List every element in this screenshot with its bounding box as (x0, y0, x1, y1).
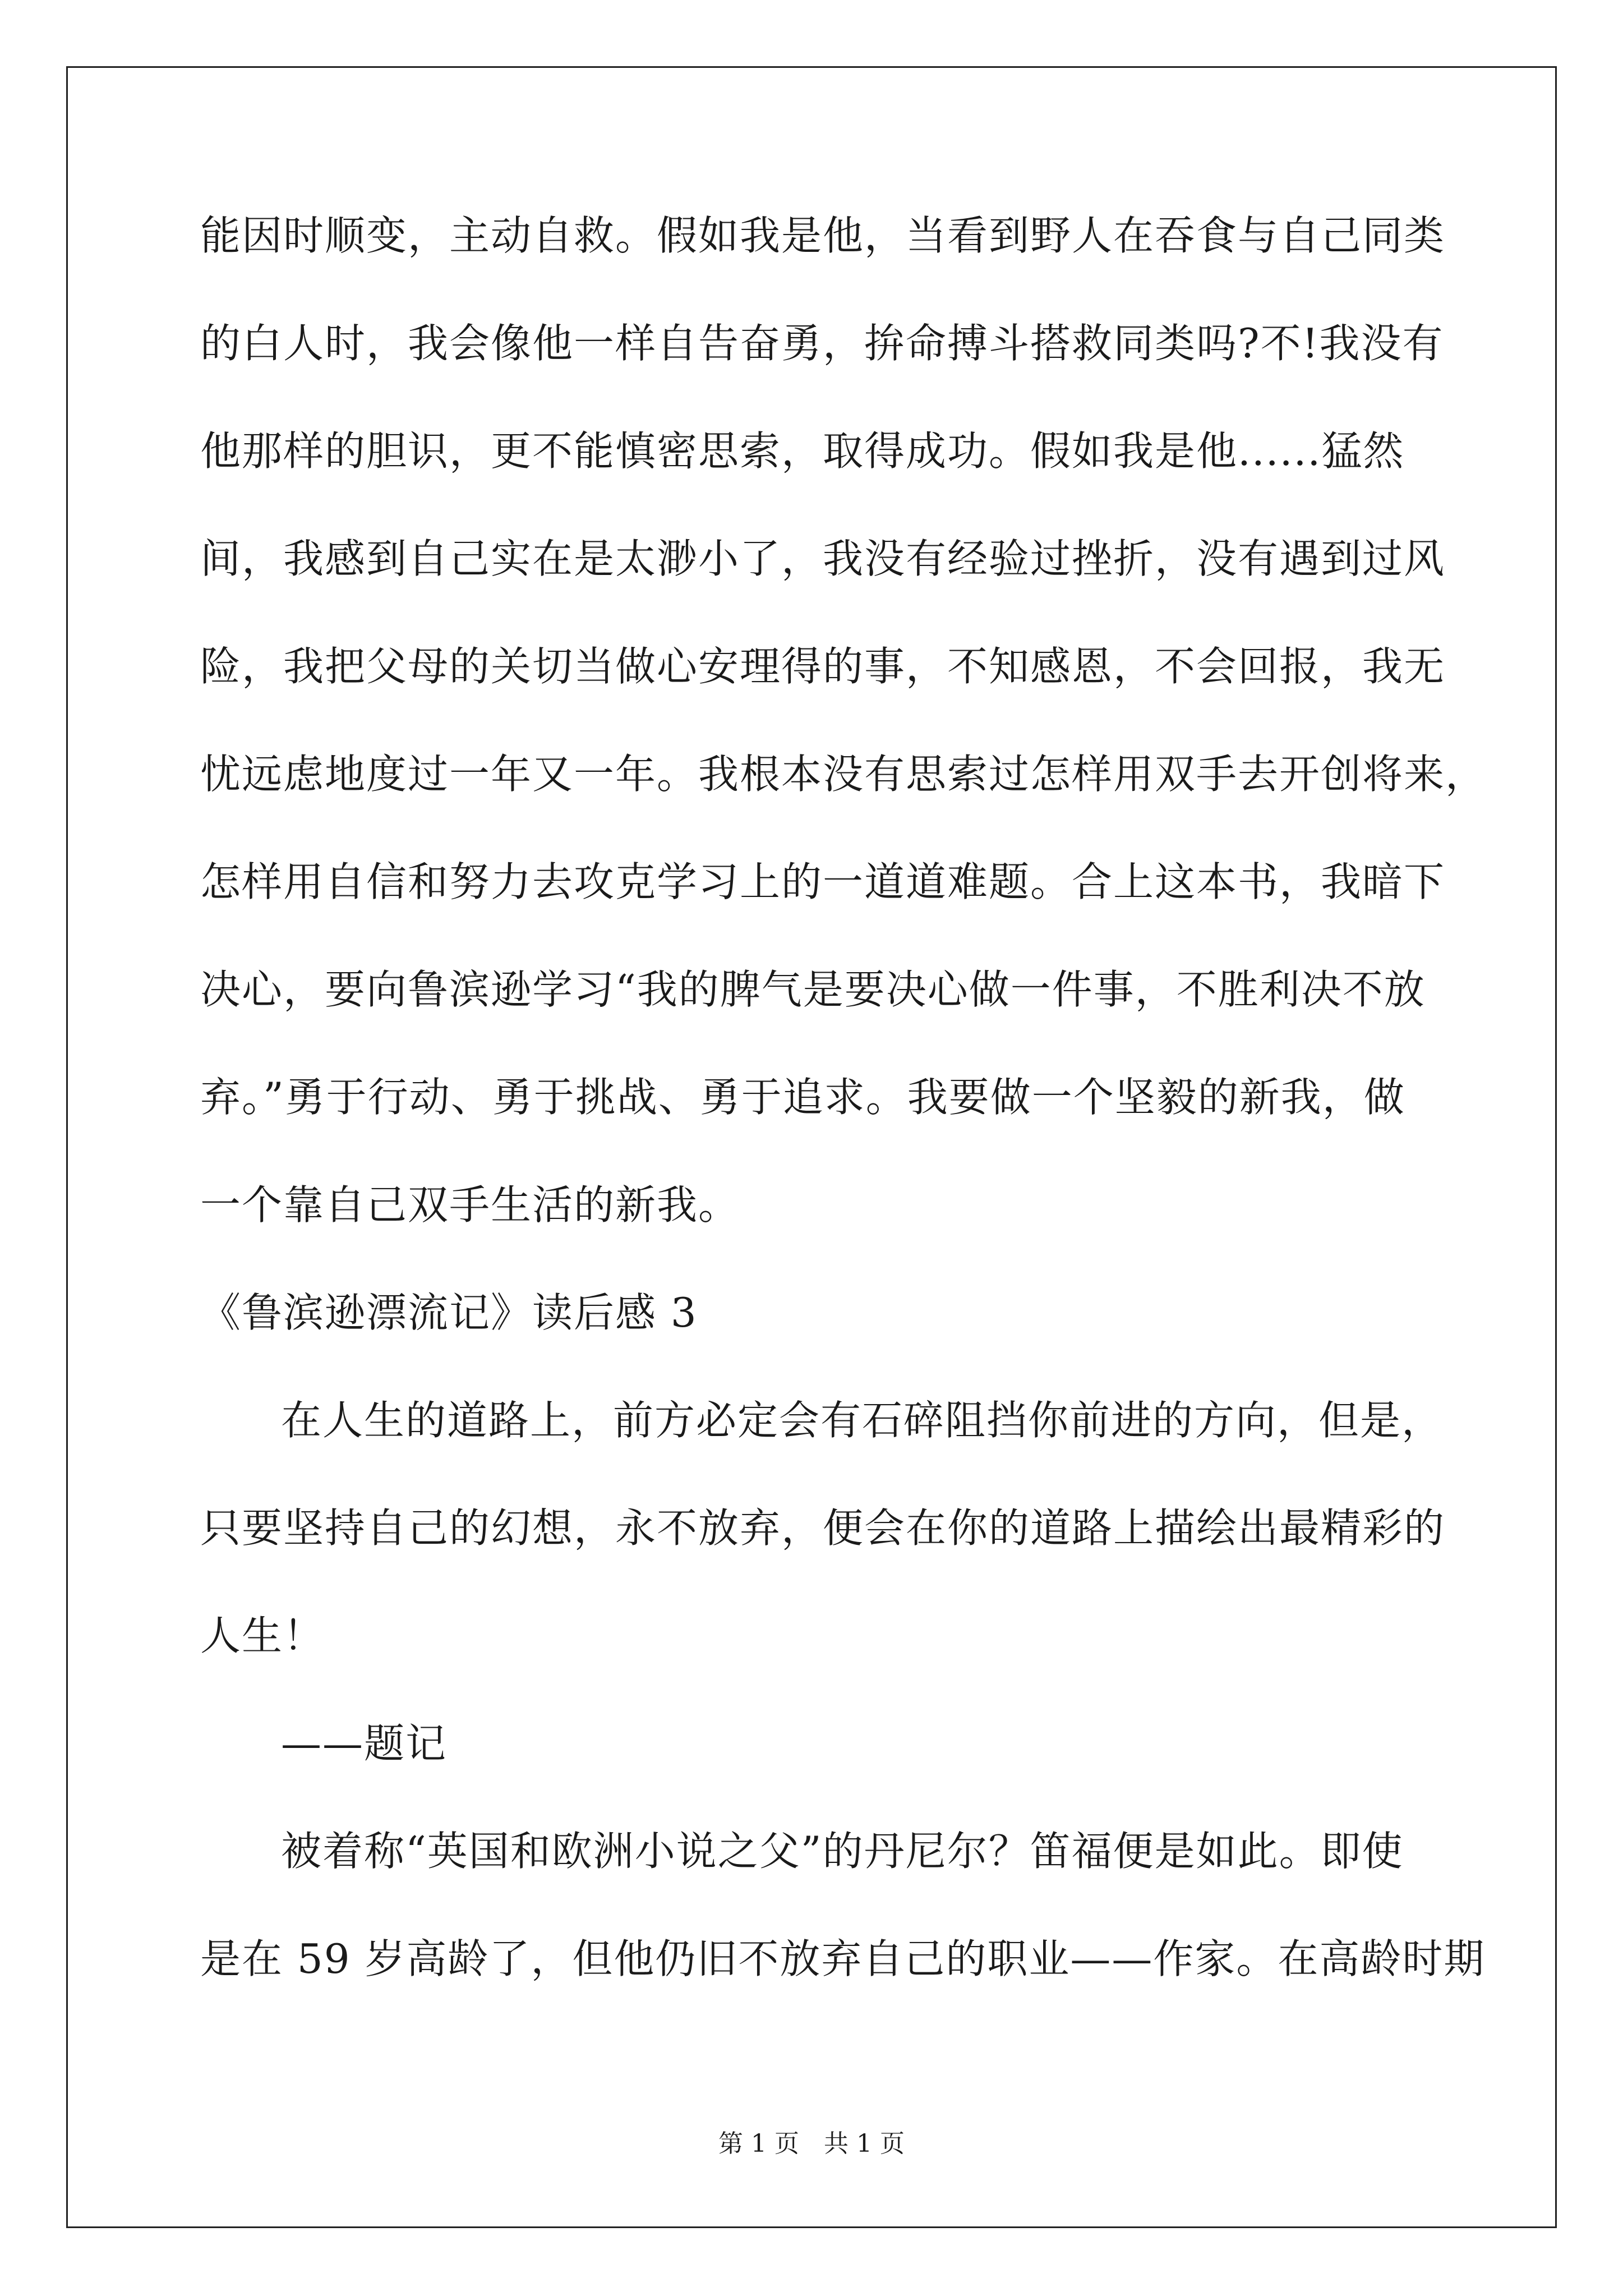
paragraph-1-line-10: 一个靠自己双手生活的新我。 (200, 1181, 740, 1228)
paragraph-1-line-9: 弃。”勇于行动、勇于挑战、勇于追求。我要做一个坚毅的新我，做 (200, 1074, 1405, 1121)
paragraph-2-line-2: 只要坚持自己的幻想，永不放弃，便会在你的道路上描绘出最精彩的 (200, 1504, 1446, 1552)
paragraph-1-line-3: 他那样的胆识，更不能慎密思索，取得成功。假如我是他......猛然 (200, 427, 1405, 475)
paragraph-3-line-1: 被着称“英国和欧洲小说之父”的丹尼尔？笛福便是如此。即使 (281, 1828, 1404, 1875)
epigraph: ——题记 (281, 1720, 448, 1767)
paragraph-1-line-8: 决心，要向鲁滨逊学习“我的脾气是要决心做一件事，不胜利决不放 (200, 966, 1426, 1013)
paragraph-1-line-7: 怎样用自信和努力去攻克学习上的一道道难题。合上这本书，我暗下 (200, 858, 1446, 905)
document-body (200, 209, 1487, 2040)
paragraph-2-line-1: 在人生的道路上，前方必定会有石碎阻挡你前进的方向，但是， (281, 1397, 1444, 1444)
page-footer: 第 1 页 共 1 页 (718, 2129, 905, 2158)
paragraph-3-line-2: 是在 59 岁高龄了，但他仍旧不放弃自己的职业——作家。在高龄时期 (200, 1935, 1486, 1982)
paragraph-1-line-4: 间，我感到自己实在是太渺小了，我没有经验过挫折，没有遇到过风 (200, 535, 1446, 582)
paragraph-1-line-1: 能因时顺变，主动自救。假如我是他，当看到野人在吞食与自己同类 (200, 212, 1446, 259)
paragraph-1-line-6: 忧远虑地度过一年又一年。我根本没有思索过怎样用双手去开创将来， (200, 751, 1487, 798)
paragraph-1-line-5: 险，我把父母的关切当做心安理得的事，不知感恩，不会回报，我无 (200, 643, 1446, 690)
section-heading: 《鲁滨逊漂流记》读后感 3 (200, 1289, 698, 1336)
paragraph-2-line-3: 人生！ (200, 1612, 325, 1659)
paragraph-1-line-2: 的白人时，我会像他一样自告奋勇，拚命搏斗搭救同类吗?不!我没有 (200, 320, 1444, 367)
